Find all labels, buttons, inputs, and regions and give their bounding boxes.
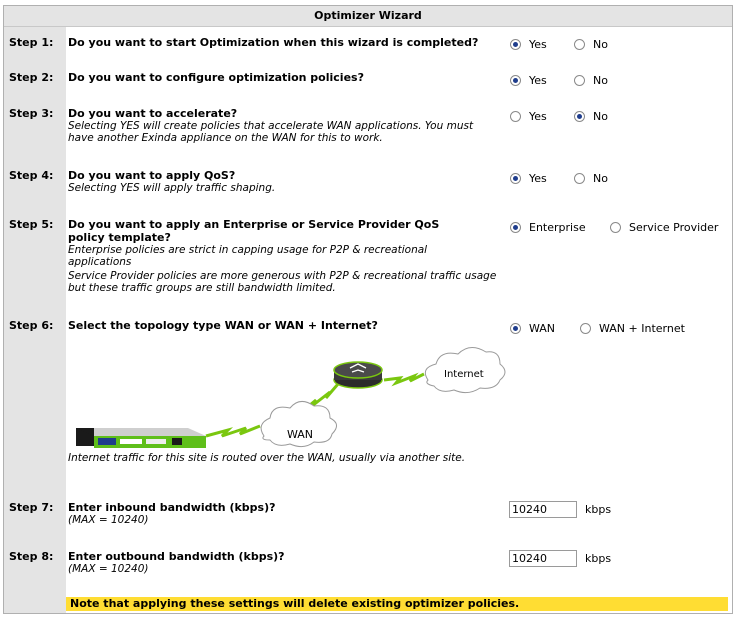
internet-cloud-icon xyxy=(425,347,505,392)
step-2-no-label: No xyxy=(593,74,608,87)
outbound-bandwidth-unit: kbps xyxy=(585,552,612,565)
step-4-yes-radio[interactable] xyxy=(510,173,521,184)
step-3-no-radio[interactable] xyxy=(574,111,585,122)
step-2-yes-label: Yes xyxy=(529,74,547,87)
step-5-label: Step 5: xyxy=(9,218,54,231)
step-6-wan-internet-label: WAN + Internet xyxy=(599,322,685,335)
step-5-service-provider-option[interactable] xyxy=(610,221,718,234)
step-5-service-provider-radio[interactable] xyxy=(610,222,621,233)
step-8-label: Step 8: xyxy=(9,550,54,563)
step-1-yes-label: Yes xyxy=(529,38,547,51)
step-5-enterprise-radio[interactable] xyxy=(510,222,521,233)
step-4-question: Do you want to apply QoS? xyxy=(68,169,236,182)
step-2-yes-radio[interactable] xyxy=(510,75,521,86)
step-2-yes-option[interactable] xyxy=(510,74,547,87)
step-6-wan-label: WAN xyxy=(529,322,556,335)
outbound-bandwidth-field xyxy=(509,550,611,567)
optimizer-wizard xyxy=(3,5,733,614)
step-1-question: Do you want to start Optimization when this wizard is completed? xyxy=(68,36,479,49)
warning-note: Note that applying these settings will delete existing optimizer policies. xyxy=(66,597,728,611)
step-4-no-label: No xyxy=(593,172,608,185)
step-7-hint: (MAX = 10240) xyxy=(68,514,149,526)
step-7-label: Step 7: xyxy=(9,501,54,514)
step-4-label: Step 4: xyxy=(9,169,54,182)
step-3-label: Step 3: xyxy=(9,107,54,120)
step-6-question: Select the topology type WAN or WAN + Internet? xyxy=(68,319,378,332)
step-1-yes-option[interactable] xyxy=(510,38,547,51)
step-3-yes-radio[interactable] xyxy=(510,111,521,122)
step-4-yes-label: Yes xyxy=(529,172,547,185)
step-2-label: Step 2: xyxy=(9,71,54,84)
router-icon xyxy=(334,362,382,388)
step-1-no-radio[interactable] xyxy=(574,39,585,50)
step-5-hint-enterprise: Enterprise policies are strict in capping usage for P2P & recreational applications xyxy=(68,244,428,268)
inbound-bandwidth-field xyxy=(509,501,611,518)
step-4-yes-option[interactable] xyxy=(510,172,547,185)
step-6-wan-option[interactable] xyxy=(510,322,555,335)
step-3-hint: Selecting YES will create policies that accelerate WAN applications. You must have another Exinda appliance on the WAN for this to work. xyxy=(68,120,474,144)
step-1-no-label: No xyxy=(593,38,608,51)
step-8-question: Enter outbound bandwidth (kbps)? xyxy=(68,550,285,563)
step-2-question: Do you want to configure optimization policies? xyxy=(68,71,364,84)
step-6-hint: Internet traffic for this site is routed over the WAN, usually via another site. xyxy=(68,452,466,464)
step-6-wan-internet-radio[interactable] xyxy=(580,323,591,334)
internet-cloud-label: Internet xyxy=(444,369,484,380)
step-8-hint: (MAX = 10240) xyxy=(68,563,149,575)
step-5-hint-provider: Service Provider policies are more generous with P2P & recreational traffic usage but these traffic groups are still bandwidth limited. xyxy=(68,270,497,294)
step-5-question: Do you want to apply an Enterprise or Service Provider QoS policy template? xyxy=(68,218,440,244)
step-6-label: Step 6: xyxy=(9,319,54,332)
step-4-hint: Selecting YES will apply traffic shaping. xyxy=(68,182,276,194)
step-7-question: Enter inbound bandwidth (kbps)? xyxy=(68,501,276,514)
step-1-label: Step 1: xyxy=(9,36,54,49)
step-3-question: Do you want to accelerate? xyxy=(68,107,238,120)
topology-diagram xyxy=(68,340,508,452)
wizard-title: Optimizer Wizard xyxy=(4,6,732,27)
step-4-no-radio[interactable] xyxy=(574,173,585,184)
step-6-wan-internet-option[interactable] xyxy=(580,322,685,335)
step-5-enterprise-option[interactable] xyxy=(510,221,586,234)
step-2-no-radio[interactable] xyxy=(574,75,585,86)
step-3-no-option[interactable] xyxy=(574,110,608,123)
wan-cloud-label: WAN xyxy=(287,428,314,441)
router-internet-link xyxy=(384,374,424,383)
step-1-yes-radio[interactable] xyxy=(510,39,521,50)
step-3-no-label: No xyxy=(593,110,608,123)
appliance-wan-link xyxy=(206,426,260,436)
step-1-no-option[interactable] xyxy=(574,38,608,51)
inbound-bandwidth-input[interactable] xyxy=(509,501,577,518)
step-5-service-provider-label: Service Provider xyxy=(629,221,719,234)
inbound-bandwidth-unit: kbps xyxy=(585,503,612,516)
wan-cloud-icon xyxy=(261,401,336,446)
step-4-no-option[interactable] xyxy=(574,172,608,185)
step-3-yes-label: Yes xyxy=(529,110,547,123)
step-6-wan-radio[interactable] xyxy=(510,323,521,334)
outbound-bandwidth-input[interactable] xyxy=(509,550,577,567)
step-2-no-option[interactable] xyxy=(574,74,608,87)
step-5-enterprise-label: Enterprise xyxy=(529,221,586,234)
step-3-yes-option[interactable] xyxy=(510,110,547,123)
appliance-icon xyxy=(76,428,206,448)
